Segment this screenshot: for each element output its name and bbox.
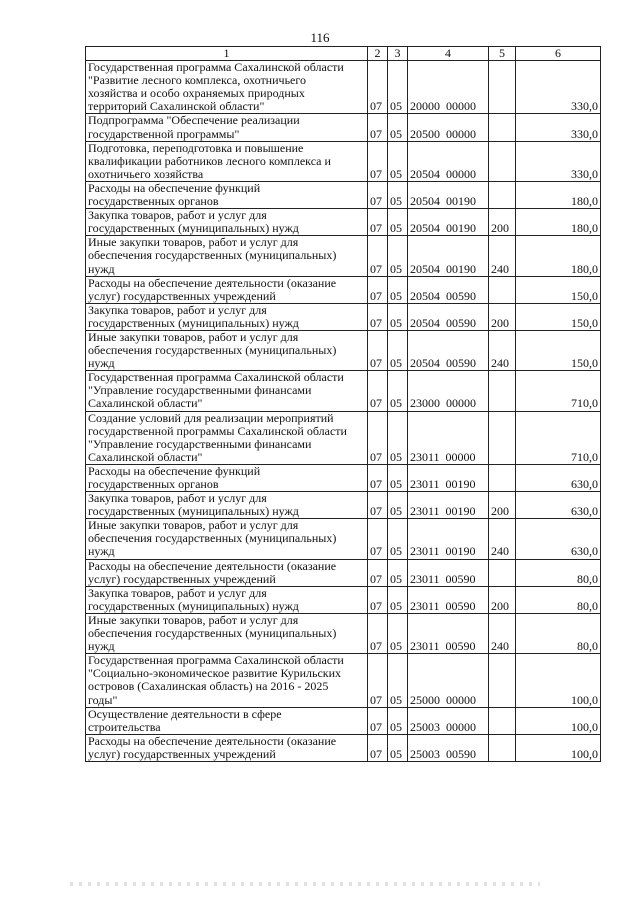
cell-c2: 07	[368, 734, 388, 761]
cell-c6: 630,0	[516, 519, 601, 559]
cell-c3: 05	[388, 492, 408, 519]
table-row	[86, 734, 601, 761]
table-header-row	[86, 47, 601, 61]
cell-c6: 630,0	[516, 492, 601, 519]
table-row	[86, 141, 601, 181]
cell-c2: 07	[368, 209, 388, 236]
cell-c4: 20000 00000	[408, 61, 489, 114]
cell-c4: 20504 00190	[408, 181, 489, 208]
cell-c3: 05	[388, 707, 408, 734]
cell-name: Государственная программа Сахалинской области "Управление государственными финансами Сахалинской области"	[86, 371, 368, 411]
cell-c5: 200	[489, 303, 516, 330]
table-row	[86, 181, 601, 208]
cell-c2: 07	[368, 411, 388, 464]
header-col-5: 5	[489, 47, 516, 61]
cell-c4: 20504 00590	[408, 330, 489, 370]
cell-c5	[489, 181, 516, 208]
cell-name: Закупка товаров, работ и услуг для государственных (муниципальных) нужд	[86, 303, 368, 330]
cell-c3: 05	[388, 209, 408, 236]
cell-c4: 20504 00190	[408, 236, 489, 276]
table-row	[86, 209, 601, 236]
cell-name: Закупка товаров, работ и услуг для государственных (муниципальных) нужд	[86, 492, 368, 519]
cell-c5	[489, 141, 516, 181]
cell-c6: 330,0	[516, 114, 601, 141]
header-col-1: 1	[86, 47, 368, 61]
cell-c4: 23000 00000	[408, 371, 489, 411]
cell-c3: 05	[388, 141, 408, 181]
cell-c4: 20504 00000	[408, 141, 489, 181]
cell-c2: 07	[368, 654, 388, 707]
table-row	[86, 330, 601, 370]
cell-c3: 05	[388, 371, 408, 411]
cell-c4: 23011 00190	[408, 464, 489, 491]
cell-c3: 05	[388, 654, 408, 707]
cell-c5	[489, 411, 516, 464]
table-row	[86, 613, 601, 653]
cell-c3: 05	[388, 114, 408, 141]
table-row	[86, 61, 601, 114]
cell-c3: 05	[388, 613, 408, 653]
cell-c6: 150,0	[516, 330, 601, 370]
cell-name: Расходы на обеспечение деятельности (оказание услуг) государственных учреждений	[86, 559, 368, 586]
cell-c2: 07	[368, 559, 388, 586]
cell-c3: 05	[388, 236, 408, 276]
cell-c4: 25003 00000	[408, 707, 489, 734]
cell-c2: 07	[368, 519, 388, 559]
cell-c5	[489, 276, 516, 303]
cell-c5	[489, 61, 516, 114]
cell-c5	[489, 464, 516, 491]
cell-name: Государственная программа Сахалинской области "Развитие лесного комплекса, охотничьего хозяйства и особо охраняемых природных территорий Сахалинской области"	[86, 61, 368, 114]
cell-c4: 23011 00190	[408, 492, 489, 519]
cell-c6: 150,0	[516, 276, 601, 303]
cell-c5: 240	[489, 330, 516, 370]
cell-name: Закупка товаров, работ и услуг для государственных (муниципальных) нужд	[86, 586, 368, 613]
cell-name: Расходы на обеспечение деятельности (оказание услуг) государственных учреждений	[86, 734, 368, 761]
cell-c5: 240	[489, 613, 516, 653]
cell-c2: 07	[368, 464, 388, 491]
page-number: 116	[310, 30, 330, 45]
cell-c6: 150,0	[516, 303, 601, 330]
cell-c6: 180,0	[516, 209, 601, 236]
cell-name: Создание условий для реализации мероприятий государственной программы Сахалинской области "Управление государственными финансами Сахалинской области"	[86, 411, 368, 464]
cell-c5	[489, 114, 516, 141]
cell-c4: 25003 00590	[408, 734, 489, 761]
cell-c5	[489, 734, 516, 761]
cell-c3: 05	[388, 519, 408, 559]
header-col-4: 4	[408, 47, 489, 61]
cell-name: Расходы на обеспечение функций государственных органов	[86, 464, 368, 491]
table-row	[86, 492, 601, 519]
cell-c4: 25000 00000	[408, 654, 489, 707]
cell-c6: 630,0	[516, 464, 601, 491]
cell-c5: 200	[489, 209, 516, 236]
cell-c2: 07	[368, 181, 388, 208]
cell-c4: 23011 00590	[408, 586, 489, 613]
cell-c2: 07	[368, 141, 388, 181]
cell-c5	[489, 371, 516, 411]
cell-c6: 180,0	[516, 181, 601, 208]
table-row	[86, 371, 601, 411]
cell-c4: 20504 00590	[408, 276, 489, 303]
cell-c2: 07	[368, 61, 388, 114]
cell-c4: 20504 00190	[408, 209, 489, 236]
cell-c6: 100,0	[516, 654, 601, 707]
header-col-2: 2	[368, 47, 388, 61]
cell-name: Подпрограмма "Обеспечение реализации государственной программы"	[86, 114, 368, 141]
cell-c2: 07	[368, 707, 388, 734]
cell-name: Иные закупки товаров, работ и услуг для обеспечения государственных (муниципальных) нужд	[86, 236, 368, 276]
cell-c6: 710,0	[516, 411, 601, 464]
cell-c4: 23011 00190	[408, 519, 489, 559]
cell-name: Расходы на обеспечение функций государственных органов	[86, 181, 368, 208]
cell-c2: 07	[368, 371, 388, 411]
cell-c3: 05	[388, 734, 408, 761]
table-row	[86, 276, 601, 303]
cell-c5	[489, 707, 516, 734]
table-row	[86, 303, 601, 330]
cell-c6: 100,0	[516, 707, 601, 734]
cell-c3: 05	[388, 586, 408, 613]
cell-c2: 07	[368, 586, 388, 613]
cell-c6: 180,0	[516, 236, 601, 276]
cell-name: Иные закупки товаров, работ и услуг для обеспечения государственных (муниципальных) нужд	[86, 519, 368, 559]
table-row	[86, 114, 601, 141]
cell-c4: 20500 00000	[408, 114, 489, 141]
cell-c2: 07	[368, 303, 388, 330]
cell-c6: 330,0	[516, 61, 601, 114]
table-row	[86, 559, 601, 586]
cell-c3: 05	[388, 181, 408, 208]
cell-c6: 330,0	[516, 141, 601, 181]
table-row	[86, 464, 601, 491]
cell-c2: 07	[368, 276, 388, 303]
cell-name: Подготовка, переподготовка и повышение квалификации работников лесного комплекса и охотничьего хозяйства	[86, 141, 368, 181]
cell-name: Иные закупки товаров, работ и услуг для обеспечения государственных (муниципальных) нужд	[86, 613, 368, 653]
cell-name: Осуществление деятельности в сфере строительства	[86, 707, 368, 734]
cell-c3: 05	[388, 303, 408, 330]
budget-table	[85, 46, 601, 762]
table-row	[86, 236, 601, 276]
header-col-6: 6	[516, 47, 601, 61]
cell-c4: 23011 00590	[408, 613, 489, 653]
scan-artifact	[70, 882, 540, 886]
cell-c2: 07	[368, 236, 388, 276]
table-row	[86, 411, 601, 464]
cell-c6: 80,0	[516, 613, 601, 653]
cell-c4: 23011 00590	[408, 559, 489, 586]
cell-c3: 05	[388, 464, 408, 491]
cell-name: Иные закупки товаров, работ и услуг для обеспечения государственных (муниципальных) нужд	[86, 330, 368, 370]
header-col-3: 3	[388, 47, 408, 61]
cell-c3: 05	[388, 330, 408, 370]
cell-c2: 07	[368, 114, 388, 141]
table-row	[86, 654, 601, 707]
cell-c3: 05	[388, 276, 408, 303]
cell-c2: 07	[368, 492, 388, 519]
cell-name: Государственная программа Сахалинской области "Социально-экономическое развитие Курильских островов (Сахалинская область) на 2016 - 2025 годы"	[86, 654, 368, 707]
cell-c3: 05	[388, 559, 408, 586]
cell-c5: 240	[489, 519, 516, 559]
cell-c6: 80,0	[516, 586, 601, 613]
cell-c5: 200	[489, 492, 516, 519]
cell-c5	[489, 559, 516, 586]
cell-c6: 710,0	[516, 371, 601, 411]
cell-c2: 07	[368, 613, 388, 653]
table-row	[86, 519, 601, 559]
cell-c5: 200	[489, 586, 516, 613]
cell-c5: 240	[489, 236, 516, 276]
cell-name: Расходы на обеспечение деятельности (оказание услуг) государственных учреждений	[86, 276, 368, 303]
table-row	[86, 586, 601, 613]
cell-c6: 80,0	[516, 559, 601, 586]
cell-c5	[489, 654, 516, 707]
cell-c6: 100,0	[516, 734, 601, 761]
cell-c4: 20504 00590	[408, 303, 489, 330]
cell-name: Закупка товаров, работ и услуг для государственных (муниципальных) нужд	[86, 209, 368, 236]
cell-c3: 05	[388, 61, 408, 114]
table-row	[86, 707, 601, 734]
cell-c4: 23011 00000	[408, 411, 489, 464]
cell-c2: 07	[368, 330, 388, 370]
cell-c3: 05	[388, 411, 408, 464]
